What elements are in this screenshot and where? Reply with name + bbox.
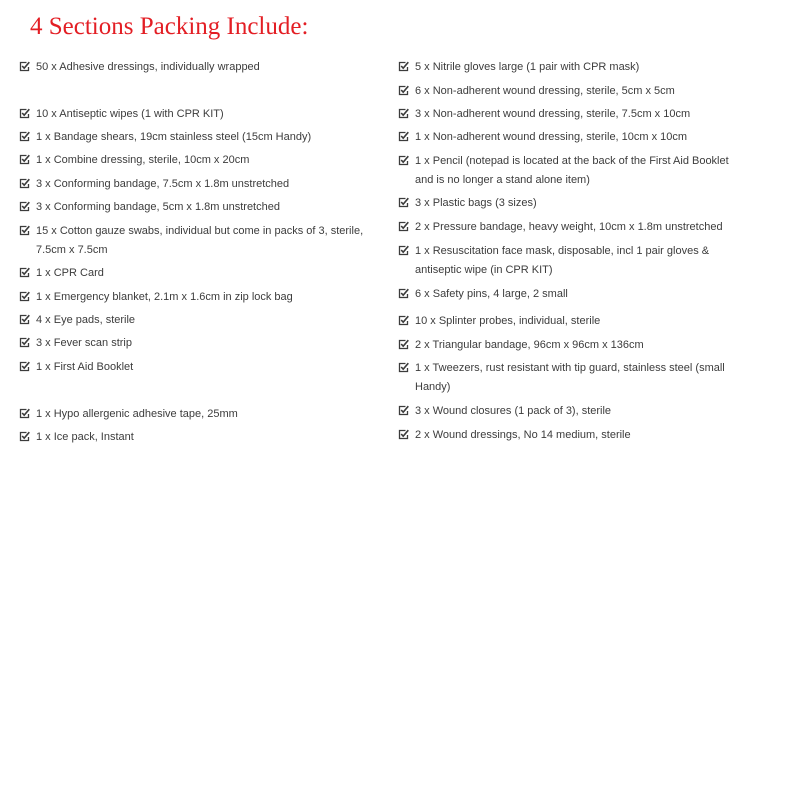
list-item: [398, 194, 758, 213]
page-title: 4 Sections Packing Include:: [30, 13, 309, 40]
list-item: [398, 402, 758, 421]
list-item: [398, 242, 718, 280]
checkbox-checked-icon: [19, 225, 30, 236]
list-item: [19, 358, 379, 377]
checkbox-checked-icon: [398, 405, 409, 416]
list-item: [398, 128, 758, 147]
list-item-label: 5 x Nitrile gloves large (1 pair with CPR mask): [415, 61, 640, 73]
list-item-label: 3 x Plastic bags (3 sizes): [415, 197, 537, 209]
list-item: [398, 285, 758, 304]
checkbox-checked-icon: [398, 61, 409, 72]
list-item: [19, 288, 379, 307]
list-item: [19, 334, 379, 353]
list-item-label: 3 x Fever scan strip: [36, 337, 132, 349]
list-item: [19, 405, 379, 424]
list-item-label: 3 x Conforming bandage, 7.5cm x 1.8m unstretched: [36, 178, 290, 190]
list-item-label: 1 x Tweezers, rust resistant with tip guard, stainless steel (small Handy): [415, 362, 725, 393]
list-item-label: 4 x Eye pads, sterile: [36, 314, 136, 326]
list-item-label: 3 x Conforming bandage, 5cm x 1.8m unstretched: [36, 201, 280, 213]
list-item: [398, 152, 743, 190]
list-item-label: 2 x Wound dressings, No 14 medium, sterile: [415, 429, 631, 441]
list-item-label: 1 x Hypo allergenic adhesive tape, 25mm: [36, 408, 238, 420]
checkbox-checked-icon: [398, 85, 409, 96]
list-item: [19, 105, 379, 124]
list-item: [19, 151, 379, 170]
list-item-label: 1 x Emergency blanket, 2.1m x 1.6cm in zip lock bag: [36, 291, 293, 303]
checkbox-checked-icon: [19, 361, 30, 372]
list-item-label: 6 x Safety pins, 4 large, 2 small: [415, 288, 568, 300]
checkbox-checked-icon: [19, 337, 30, 348]
list-item: [19, 264, 379, 283]
checkbox-checked-icon: [19, 314, 30, 325]
checkbox-checked-icon: [19, 178, 30, 189]
checkbox-checked-icon: [19, 61, 30, 72]
list-item: [19, 428, 379, 447]
list-item-label: 1 x CPR Card: [36, 267, 104, 279]
checkbox-checked-icon: [398, 221, 409, 232]
checkbox-checked-icon: [398, 339, 409, 350]
list-item: [19, 128, 379, 147]
list-item: [19, 198, 379, 217]
checkbox-checked-icon: [19, 431, 30, 442]
list-item: [398, 359, 743, 397]
list-item-label: 15 x Cotton gauze swabs, individual but come in packs of 3, sterile, 7.5cm x 7.5cm: [36, 225, 364, 256]
checkbox-checked-icon: [398, 362, 409, 373]
list-item: [19, 175, 379, 194]
list-item-label: 10 x Splinter probes, individual, sterile: [415, 315, 601, 327]
list-item-label: 2 x Triangular bandage, 96cm x 96cm x 136cm: [415, 339, 644, 351]
list-item-label: 1 x Ice pack, Instant: [36, 431, 134, 443]
checkbox-checked-icon: [19, 201, 30, 212]
list-item-label: 6 x Non-adherent wound dressing, sterile, 5cm x 5cm: [415, 85, 675, 97]
list-item: [398, 312, 758, 331]
checkbox-checked-icon: [19, 154, 30, 165]
list-item-label: 1 x Bandage shears, 19cm stainless steel (15cm Handy): [36, 131, 312, 143]
checkbox-checked-icon: [19, 131, 30, 142]
checkbox-checked-icon: [19, 108, 30, 119]
list-item: [398, 105, 758, 124]
list-item: [19, 311, 379, 330]
checkbox-checked-icon: [398, 315, 409, 326]
checkbox-checked-icon: [19, 291, 30, 302]
list-item-label: 10 x Antiseptic wipes (1 with CPR KIT): [36, 108, 224, 120]
list-item-label: 3 x Wound closures (1 pack of 3), sterile: [415, 405, 612, 417]
list-item-label: 3 x Non-adherent wound dressing, sterile, 7.5cm x 10cm: [415, 108, 691, 120]
list-item-label: 1 x Combine dressing, sterile, 10cm x 20cm: [36, 154, 250, 166]
list-item-label: 1 x Pencil (notepad is located at the back of the First Aid Booklet and is no longer a stand alone item): [415, 155, 729, 186]
checkbox-checked-icon: [398, 197, 409, 208]
list-item: [398, 218, 758, 237]
list-item: [398, 336, 758, 355]
list-item: [398, 426, 758, 445]
list-item-label: 1 x Non-adherent wound dressing, sterile, 10cm x 10cm: [415, 131, 688, 143]
checkbox-checked-icon: [19, 408, 30, 419]
checkbox-checked-icon: [398, 429, 409, 440]
list-item: [19, 58, 379, 77]
list-item: [398, 58, 758, 77]
checkbox-checked-icon: [398, 131, 409, 142]
list-item-label: 1 x First Aid Booklet: [36, 361, 134, 373]
checkbox-checked-icon: [398, 245, 409, 256]
list-item: [398, 82, 758, 101]
checkbox-checked-icon: [19, 267, 30, 278]
checkbox-checked-icon: [398, 288, 409, 299]
list-item-label: 2 x Pressure bandage, heavy weight, 10cm x 1.8m unstretched: [415, 221, 723, 233]
list-item: [19, 222, 369, 260]
checkbox-checked-icon: [398, 108, 409, 119]
checkbox-checked-icon: [398, 155, 409, 166]
list-item-label: 1 x Resuscitation face mask, disposable, incl 1 pair gloves & antiseptic wipe (in CPR KIT): [415, 245, 710, 276]
list-item-label: 50 x Adhesive dressings, individually wrapped: [36, 61, 260, 73]
